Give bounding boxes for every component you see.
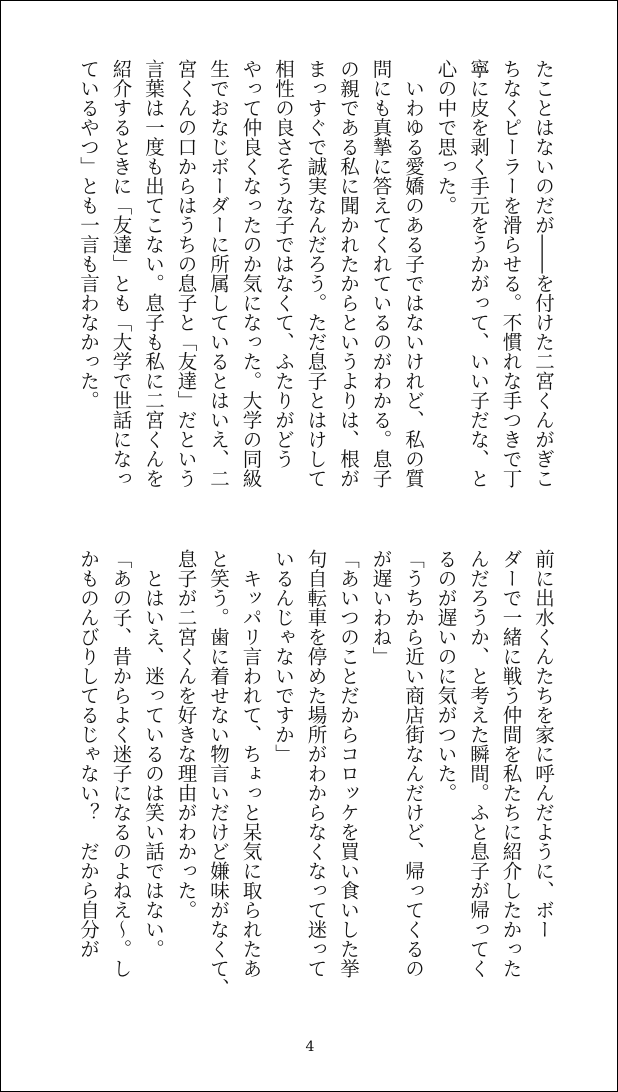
text-line: 句自転車を停めた場所がわからなくなって迷って	[304, 549, 328, 978]
text-line: ちなくピーラーを滑らせる。不慣れな手つきで丁	[499, 59, 523, 488]
text-line: 息子が二宮くんを好きな理由がわかった。	[174, 549, 198, 920]
text-line: 相性の良さそうな子ではなくて、ふたりがどう	[272, 59, 295, 469]
text-line: とはいえ、迷っているのは笑い話ではない。	[142, 549, 165, 959]
text-line: キッパリ言われて、ちょっと呆気に取られたあ	[239, 549, 263, 978]
text-line: が遅いわね」	[369, 549, 393, 666]
text-line: かものんびりしてるじゃない？ だから自分が	[77, 549, 100, 959]
text-line: 心の中で思った。	[434, 59, 458, 215]
text-line: たことはないのだが――を付けた二宮くんがぎこ	[532, 59, 555, 488]
text-line: 「あの子、昔からよく迷子になるのよねえ～。し	[109, 549, 133, 978]
text-block-bottom	[59, 549, 559, 999]
text-line: るのが遅いのに気がついた。	[434, 549, 458, 803]
text-line: 「うちから近い商店街なんだけど、帰ってくるの	[402, 549, 425, 978]
text-line: 問にも真摯に答えてくれているのがわかる。息子	[369, 59, 393, 488]
text-line: ているやつ」とも一言も言わなかった。	[77, 59, 100, 410]
text-line: 「あいつのことだからコロッケを買い食いした挙	[337, 549, 360, 978]
text-line: やって仲良くなったのか気になった。大学の同級	[239, 59, 263, 488]
text-block-top	[59, 59, 559, 509]
text-line: 言葉は一度も出てこない。息子も私に二宮くんを	[142, 59, 165, 488]
text-line: ダーで一緒に戦う仲間を私たちに紹介したかった	[499, 549, 523, 978]
text-line: と笑う。歯に着せない物言いだけど嫌味がなくて、	[207, 549, 230, 998]
text-line: いるんじゃないですか」	[272, 549, 295, 764]
text-line: まっすぐで誠実なんだろう。ただ息子とはけして	[304, 59, 328, 488]
text-line: 前に出水くんたちを家に呼んだように、ボー	[532, 549, 555, 939]
text-line: 紹介するときに「友達」とも「大学で世話になっ	[109, 59, 133, 488]
text-line: の親である私に聞かれたからというよりは、根が	[337, 59, 360, 488]
text-line: 宮くんの口からはうちの息子と「友達」だという	[174, 59, 198, 488]
text-line: いわゆる愛嬌のある子ではないけれど、私の質	[402, 59, 425, 488]
text-line: 寧に皮を剥く手元をうかがって、いい子だな、と	[467, 59, 490, 488]
text-line: んだろうか、と考えた瞬間。ふと息子が帰ってく	[467, 549, 490, 978]
page-number: 4	[305, 1039, 315, 1055]
text-line: 生でおなじボーダーに所属しているとはいえ、二	[207, 59, 230, 488]
